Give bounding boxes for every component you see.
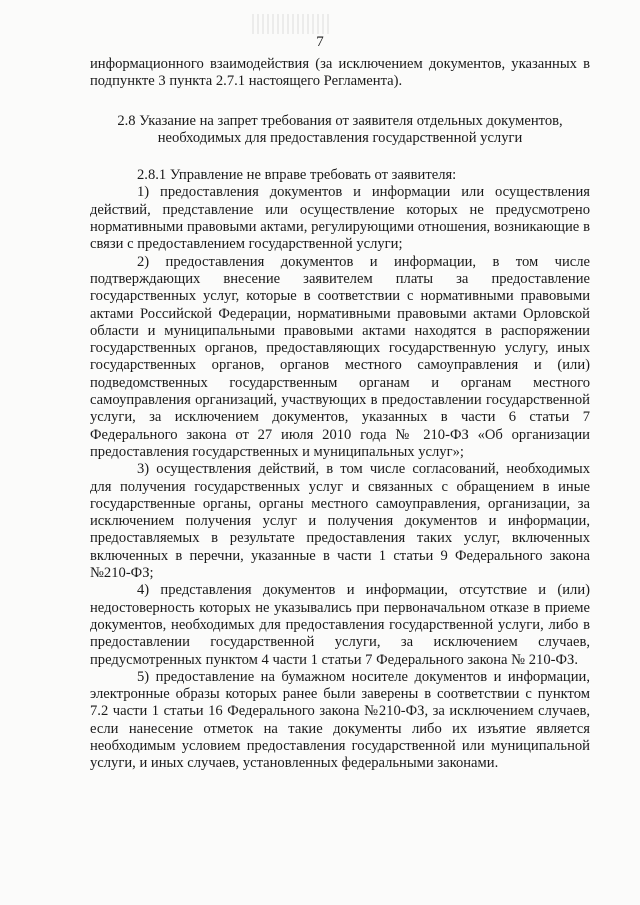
page-number: 7 — [316, 34, 324, 50]
list-item-1: 1) предоставления документов и информации или осуществления действий, представление или осуществление которых не предусмотрено нормативными правовыми актами, регулирующими отношения, возникающие в связи с предоставлением государственной услуги; — [90, 184, 590, 253]
section-heading-line-1: 2.8 Указание на запрет требования от заявителя отдельных документов, — [117, 112, 563, 129]
list-item-4: 4) представления документов и информации, отсутствие и (или) недостоверность которых не указывались при первоначальном отказе в приеме документов, необходимых для предоставления государственной услуги, либо в предоставлении государственной услуги, за исключением случаев, предусмотренных пунктом 4 части 1 статьи 7 Федерального закона № 210-ФЗ. — [90, 582, 590, 668]
lead-paragraph: 2.8.1 Управление не вправе требовать от заявителя: — [137, 167, 457, 184]
list-item-5: 5) предоставление на бумажном носителе документов и информации, электронные образы которых ранее были заверены в соответствии с пунктом 7.2 части 1 статьи 16 Федерального закона №210-ФЗ, за исключением случаев, если нанесение отметок на такие документы либо их изъятие является необходимым условием предоставления государственной или муниципальной услуги, и иных случаев, установленных федеральными законами. — [90, 668, 590, 772]
section-heading-line-2: необходимых для предоставления государственной услуги — [157, 129, 523, 146]
list-item-3: 3) осуществления действий, в том числе согласований, необходимых для получения государственных услуг и связанных с обращением в иные государственные органы, органы местного самоуправления, организации, за исключением получения услуг и получения документов и информации, предоставляемых в результате предоставления таких услуг, включенных включенных в перечни, указанные в части 1 статьи 9 Федерального закона №210-ФЗ; — [90, 461, 590, 582]
intro-paragraph: информационного взаимодействия (за исключением документов, указанных в подпункте 3 пункта 2.7.1 настоящего Регламента). — [90, 56, 590, 90]
scan-artifact — [252, 14, 332, 34]
document-body — [90, 56, 590, 773]
section-heading — [90, 113, 590, 148]
list-item-2: 2) предоставления документов и информации, в том числе подтверждающих внесение заявителем платы за предоставление государственных услуг, которые в соответствии с нормативными правовыми актами Российской Федерации, нормативными правовыми актами Орловской области и муниципальными правовыми актами находятся в распоряжении государственных органов, предоставляющих государственную услугу, иных государственных органов, органов местного самоуправления и (или) подведомственных государственным органам и органам местного самоуправления организаций, участвующих в предоставлении государственной услуги, за исключением документов, указанных в части 6 статьи 7 Федерального закона от 27 июля 2010 года № 210-ФЗ «Об организации предоставления государственных и муниципальных услуг»; — [90, 253, 590, 460]
